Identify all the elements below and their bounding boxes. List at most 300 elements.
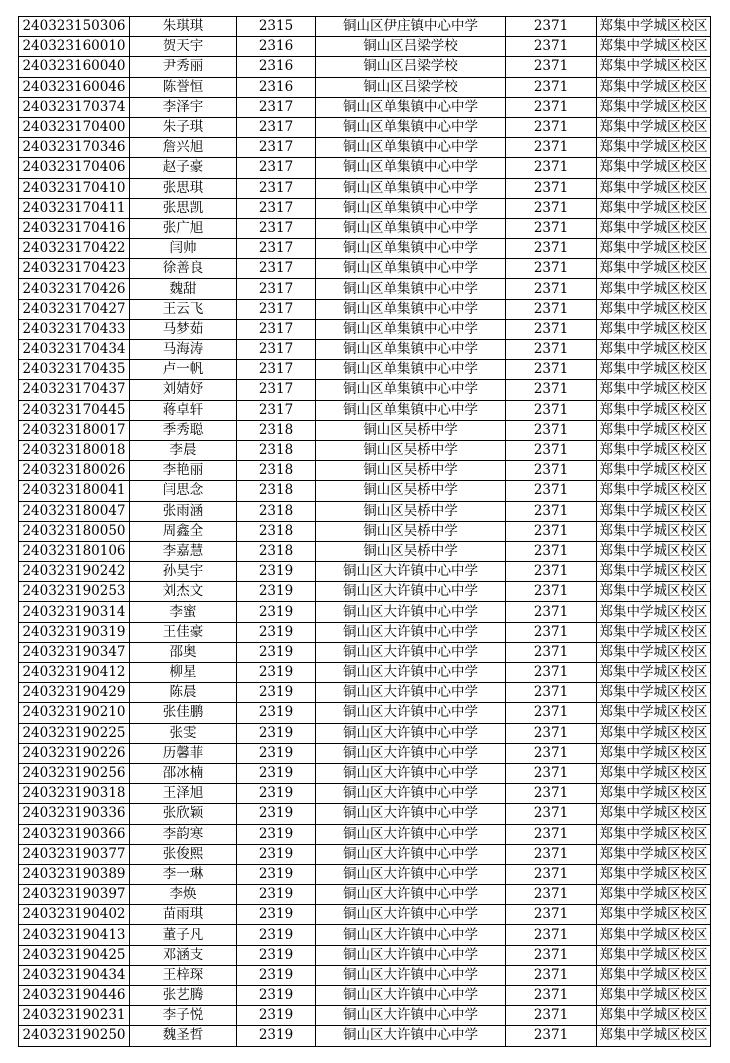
target-code-cell: 2371 [506,602,597,622]
target-school-cell: 郑集中学城区校区 [597,380,711,400]
target-code-cell: 2371 [506,218,597,238]
target-code-cell: 2371 [506,178,597,198]
school-name-cell: 铜山区大许镇中心中学 [316,663,506,683]
table-row [19,844,711,864]
school-code-cell: 2318 [237,461,316,481]
student-name-cell: 赵子豪 [130,158,237,178]
table-row [19,622,711,642]
school-code-cell: 2317 [237,218,316,238]
student-name-cell: 李子悦 [130,1006,237,1026]
student-name-cell: 马梦茹 [130,319,237,339]
school-name-cell: 铜山区吕梁学校 [316,57,506,77]
student-name-cell: 李艳丽 [130,461,237,481]
student-name-cell: 陈晨 [130,683,237,703]
school-name-cell: 铜山区大许镇中心中学 [316,844,506,864]
table-row [19,521,711,541]
student-name-cell: 詹兴旭 [130,138,237,158]
table-row [19,864,711,884]
target-school-cell: 郑集中学城区校区 [597,299,711,319]
table-row [19,723,711,743]
student-name-cell: 张思凯 [130,198,237,218]
student-id-cell: 240323170422 [19,239,130,259]
student-id-cell: 240323190366 [19,824,130,844]
target-school-cell: 郑集中学城区校区 [597,844,711,864]
table-row [19,360,711,380]
target-code-cell: 2371 [506,138,597,158]
target-school-cell: 郑集中学城区校区 [597,420,711,440]
school-code-cell: 2316 [237,57,316,77]
target-school-cell: 郑集中学城区校区 [597,986,711,1006]
student-name-cell: 历馨菲 [130,743,237,763]
school-code-cell: 2317 [237,259,316,279]
school-name-cell: 铜山区大许镇中心中学 [316,885,506,905]
student-id-cell: 240323180026 [19,461,130,481]
school-code-cell: 2316 [237,77,316,97]
target-code-cell: 2371 [506,541,597,561]
student-id-cell: 240323190210 [19,703,130,723]
target-school-cell: 郑集中学城区校区 [597,703,711,723]
target-school-cell: 郑集中学城区校区 [597,885,711,905]
student-name-cell: 张广旭 [130,218,237,238]
table-row [19,17,711,37]
school-code-cell: 2319 [237,683,316,703]
target-school-cell: 郑集中学城区校区 [597,17,711,37]
student-id-cell: 240323170435 [19,360,130,380]
target-code-cell: 2371 [506,440,597,460]
student-id-cell: 240323190319 [19,622,130,642]
school-code-cell: 2318 [237,501,316,521]
student-name-cell: 王佳豪 [130,622,237,642]
school-code-cell: 2317 [237,239,316,259]
school-code-cell: 2319 [237,1006,316,1026]
target-school-cell: 郑集中学城区校区 [597,743,711,763]
target-code-cell: 2371 [506,117,597,137]
table-row [19,299,711,319]
target-code-cell: 2371 [506,340,597,360]
table-row [19,683,711,703]
table-row [19,986,711,1006]
target-school-cell: 郑集中学城区校区 [597,440,711,460]
school-code-cell: 2319 [237,824,316,844]
student-id-cell: 240323170374 [19,97,130,117]
student-name-cell: 张思琪 [130,178,237,198]
school-code-cell: 2317 [237,178,316,198]
school-name-cell: 铜山区大许镇中心中学 [316,723,506,743]
table-row [19,905,711,925]
school-name-cell: 铜山区大许镇中心中学 [316,784,506,804]
target-code-cell: 2371 [506,562,597,582]
target-school-cell: 郑集中学城区校区 [597,501,711,521]
table-body [19,17,711,1047]
school-code-cell: 2318 [237,521,316,541]
table-row [19,239,711,259]
school-code-cell: 2319 [237,925,316,945]
school-name-cell: 铜山区吕梁学校 [316,77,506,97]
target-code-cell: 2371 [506,299,597,319]
target-code-cell: 2371 [506,864,597,884]
target-school-cell: 郑集中学城区校区 [597,541,711,561]
student-id-cell: 240323190256 [19,763,130,783]
school-name-cell: 铜山区单集镇中心中学 [316,340,506,360]
target-code-cell: 2371 [506,824,597,844]
target-code-cell: 2371 [506,97,597,117]
student-id-cell: 240323160046 [19,77,130,97]
target-code-cell: 2371 [506,279,597,299]
student-id-cell: 240323170426 [19,279,130,299]
school-name-cell: 铜山区单集镇中心中学 [316,218,506,238]
target-code-cell: 2371 [506,905,597,925]
target-code-cell: 2371 [506,703,597,723]
table-row [19,562,711,582]
table-row [19,400,711,420]
school-name-cell: 铜山区大许镇中心中学 [316,602,506,622]
school-name-cell: 铜山区单集镇中心中学 [316,178,506,198]
student-name-cell: 王云飞 [130,299,237,319]
school-code-cell: 2317 [237,117,316,137]
table-row [19,703,711,723]
school-code-cell: 2319 [237,844,316,864]
student-id-cell: 240323190377 [19,844,130,864]
school-code-cell: 2319 [237,905,316,925]
table-row [19,784,711,804]
target-code-cell: 2371 [506,57,597,77]
student-name-cell: 周鑫全 [130,521,237,541]
school-code-cell: 2316 [237,37,316,57]
school-code-cell: 2317 [237,198,316,218]
target-code-cell: 2371 [506,17,597,37]
school-code-cell: 2319 [237,602,316,622]
target-school-cell: 郑集中学城区校区 [597,945,711,965]
student-id-cell: 240323190434 [19,965,130,985]
student-name-cell: 魏甜 [130,279,237,299]
target-school-cell: 郑集中学城区校区 [597,77,711,97]
school-name-cell: 铜山区吴桥中学 [316,501,506,521]
table-row [19,481,711,501]
student-name-cell: 孙昊宇 [130,562,237,582]
target-school-cell: 郑集中学城区校区 [597,763,711,783]
student-name-cell: 张欣颖 [130,804,237,824]
school-code-cell: 2317 [237,97,316,117]
target-school-cell: 郑集中学城区校区 [597,178,711,198]
student-id-cell: 240323190336 [19,804,130,824]
school-name-cell: 铜山区单集镇中心中学 [316,97,506,117]
student-id-cell: 240323180050 [19,521,130,541]
school-code-cell: 2319 [237,804,316,824]
target-school-cell: 郑集中学城区校区 [597,319,711,339]
target-school-cell: 郑集中学城区校区 [597,97,711,117]
target-school-cell: 郑集中学城区校区 [597,37,711,57]
table-row [19,340,711,360]
school-name-cell: 铜山区大许镇中心中学 [316,582,506,602]
document-page [18,16,710,1047]
student-name-cell: 张俊熙 [130,844,237,864]
student-name-cell: 李焕 [130,885,237,905]
target-school-cell: 郑集中学城区校区 [597,218,711,238]
school-name-cell: 铜山区伊庄镇中心中学 [316,17,506,37]
student-name-cell: 张雨涵 [130,501,237,521]
target-code-cell: 2371 [506,481,597,501]
student-id-cell: 240323180017 [19,420,130,440]
table-row [19,259,711,279]
student-name-cell: 张佳鹏 [130,703,237,723]
student-id-cell: 240323170410 [19,178,130,198]
school-name-cell: 铜山区大许镇中心中学 [316,945,506,965]
table-row [19,582,711,602]
school-name-cell: 铜山区吴桥中学 [316,440,506,460]
target-code-cell: 2371 [506,784,597,804]
student-name-cell: 李蜜 [130,602,237,622]
student-name-cell: 王泽旭 [130,784,237,804]
student-name-cell: 尹秀丽 [130,57,237,77]
target-school-cell: 郑集中学城区校区 [597,663,711,683]
target-school-cell: 郑集中学城区校区 [597,925,711,945]
student-id-cell: 240323170437 [19,380,130,400]
table-row [19,77,711,97]
school-name-cell: 铜山区单集镇中心中学 [316,259,506,279]
target-school-cell: 郑集中学城区校区 [597,198,711,218]
school-name-cell: 铜山区单集镇中心中学 [316,158,506,178]
school-name-cell: 铜山区单集镇中心中学 [316,138,506,158]
student-id-cell: 240323180018 [19,440,130,460]
target-code-cell: 2371 [506,986,597,1006]
table-row [19,178,711,198]
school-name-cell: 铜山区单集镇中心中学 [316,198,506,218]
school-name-cell: 铜山区单集镇中心中学 [316,360,506,380]
target-code-cell: 2371 [506,319,597,339]
school-name-cell: 铜山区大许镇中心中学 [316,986,506,1006]
student-name-cell: 徐善良 [130,259,237,279]
target-code-cell: 2371 [506,885,597,905]
table-row [19,279,711,299]
student-name-cell: 魏圣哲 [130,1026,237,1046]
table-row [19,763,711,783]
student-id-cell: 240323190250 [19,1026,130,1046]
student-name-cell: 李泽宇 [130,97,237,117]
school-name-cell: 铜山区大许镇中心中学 [316,683,506,703]
table-row [19,158,711,178]
student-id-cell: 240323190347 [19,642,130,662]
target-code-cell: 2371 [506,582,597,602]
student-id-cell: 240323170433 [19,319,130,339]
student-id-cell: 240323190253 [19,582,130,602]
student-id-cell: 240323170411 [19,198,130,218]
student-id-cell: 240323160010 [19,37,130,57]
target-code-cell: 2371 [506,1026,597,1046]
target-code-cell: 2371 [506,925,597,945]
student-id-cell: 240323190412 [19,663,130,683]
student-name-cell: 董子凡 [130,925,237,945]
student-name-cell: 邵奥 [130,642,237,662]
table-row [19,1006,711,1026]
school-code-cell: 2318 [237,541,316,561]
student-name-cell: 苗雨琪 [130,905,237,925]
table-row [19,420,711,440]
school-name-cell: 铜山区单集镇中心中学 [316,319,506,339]
target-code-cell: 2371 [506,259,597,279]
table-row [19,965,711,985]
target-school-cell: 郑集中学城区校区 [597,562,711,582]
target-school-cell: 郑集中学城区校区 [597,864,711,884]
student-name-cell: 卢一帆 [130,360,237,380]
target-school-cell: 郑集中学城区校区 [597,239,711,259]
target-code-cell: 2371 [506,1006,597,1026]
target-school-cell: 郑集中学城区校区 [597,784,711,804]
school-name-cell: 铜山区大许镇中心中学 [316,864,506,884]
table-row [19,743,711,763]
school-code-cell: 2319 [237,784,316,804]
target-school-cell: 郑集中学城区校区 [597,965,711,985]
table-row [19,602,711,622]
school-code-cell: 2317 [237,400,316,420]
student-id-cell: 240323190446 [19,986,130,1006]
school-name-cell: 铜山区大许镇中心中学 [316,642,506,662]
school-code-cell: 2317 [237,138,316,158]
table-row [19,37,711,57]
target-school-cell: 郑集中学城区校区 [597,57,711,77]
table-row [19,198,711,218]
target-code-cell: 2371 [506,642,597,662]
student-name-cell: 蒋卓轩 [130,400,237,420]
table-row [19,380,711,400]
school-name-cell: 铜山区大许镇中心中学 [316,562,506,582]
school-code-cell: 2317 [237,380,316,400]
target-school-cell: 郑集中学城区校区 [597,905,711,925]
student-name-cell: 朱子琪 [130,117,237,137]
school-name-cell: 铜山区大许镇中心中学 [316,1006,506,1026]
school-code-cell: 2319 [237,642,316,662]
student-id-cell: 240323160040 [19,57,130,77]
target-code-cell: 2371 [506,239,597,259]
school-name-cell: 铜山区单集镇中心中学 [316,239,506,259]
target-code-cell: 2371 [506,723,597,743]
target-school-cell: 郑集中学城区校区 [597,461,711,481]
table-row [19,945,711,965]
student-id-cell: 240323170434 [19,340,130,360]
target-school-cell: 郑集中学城区校区 [597,824,711,844]
school-code-cell: 2317 [237,279,316,299]
student-name-cell: 刘婧妤 [130,380,237,400]
student-id-cell: 240323190402 [19,905,130,925]
student-id-cell: 240323150306 [19,17,130,37]
school-name-cell: 铜山区大许镇中心中学 [316,905,506,925]
student-id-cell: 240323170406 [19,158,130,178]
school-code-cell: 2319 [237,562,316,582]
table-row [19,925,711,945]
school-name-cell: 铜山区单集镇中心中学 [316,380,506,400]
student-id-cell: 240323190314 [19,602,130,622]
student-id-cell: 240323180041 [19,481,130,501]
student-id-cell: 240323190242 [19,562,130,582]
table-row [19,804,711,824]
target-code-cell: 2371 [506,521,597,541]
student-name-cell: 季秀聪 [130,420,237,440]
target-school-cell: 郑集中学城区校区 [597,1026,711,1046]
table-row [19,501,711,521]
target-code-cell: 2371 [506,965,597,985]
target-code-cell: 2371 [506,763,597,783]
school-code-cell: 2319 [237,885,316,905]
student-id-cell: 240323190226 [19,743,130,763]
target-school-cell: 郑集中学城区校区 [597,521,711,541]
target-school-cell: 郑集中学城区校区 [597,804,711,824]
student-name-cell: 朱琪琪 [130,17,237,37]
student-id-cell: 240323180047 [19,501,130,521]
student-id-cell: 240323180106 [19,541,130,561]
target-code-cell: 2371 [506,380,597,400]
school-name-cell: 铜山区大许镇中心中学 [316,703,506,723]
target-code-cell: 2371 [506,683,597,703]
target-code-cell: 2371 [506,622,597,642]
school-code-cell: 2317 [237,158,316,178]
school-name-cell: 铜山区单集镇中心中学 [316,117,506,137]
student-id-cell: 240323190389 [19,864,130,884]
table-row [19,642,711,662]
student-id-cell: 240323170427 [19,299,130,319]
school-code-cell: 2319 [237,723,316,743]
school-code-cell: 2318 [237,481,316,501]
school-name-cell: 铜山区大许镇中心中学 [316,763,506,783]
student-name-cell: 张艺腾 [130,986,237,1006]
school-name-cell: 铜山区大许镇中心中学 [316,965,506,985]
student-name-cell: 陈誉恒 [130,77,237,97]
target-code-cell: 2371 [506,37,597,57]
school-code-cell: 2319 [237,703,316,723]
target-code-cell: 2371 [506,743,597,763]
student-id-cell: 240323190318 [19,784,130,804]
student-name-cell: 李晨 [130,440,237,460]
table-row [19,138,711,158]
school-code-cell: 2317 [237,340,316,360]
target-school-cell: 郑集中学城区校区 [597,642,711,662]
student-name-cell: 王梓琛 [130,965,237,985]
school-code-cell: 2317 [237,299,316,319]
target-school-cell: 郑集中学城区校区 [597,360,711,380]
table-row [19,319,711,339]
school-name-cell: 铜山区单集镇中心中学 [316,400,506,420]
target-code-cell: 2371 [506,461,597,481]
target-code-cell: 2371 [506,804,597,824]
student-id-cell: 240323170400 [19,117,130,137]
school-name-cell: 铜山区吴桥中学 [316,420,506,440]
admission-list-table [18,16,711,1047]
target-school-cell: 郑集中学城区校区 [597,340,711,360]
student-name-cell: 贺天宇 [130,37,237,57]
student-name-cell: 马海涛 [130,340,237,360]
student-name-cell: 邵冰楠 [130,763,237,783]
target-school-cell: 郑集中学城区校区 [597,622,711,642]
school-name-cell: 铜山区单集镇中心中学 [316,279,506,299]
student-name-cell: 柳星 [130,663,237,683]
school-name-cell: 铜山区大许镇中心中学 [316,925,506,945]
school-code-cell: 2318 [237,440,316,460]
target-code-cell: 2371 [506,945,597,965]
school-name-cell: 铜山区大许镇中心中学 [316,804,506,824]
school-name-cell: 铜山区大许镇中心中学 [316,824,506,844]
table-row [19,117,711,137]
student-name-cell: 闫思念 [130,481,237,501]
target-code-cell: 2371 [506,77,597,97]
target-code-cell: 2371 [506,198,597,218]
target-school-cell: 郑集中学城区校区 [597,481,711,501]
school-code-cell: 2317 [237,319,316,339]
student-name-cell: 张雯 [130,723,237,743]
target-school-cell: 郑集中学城区校区 [597,602,711,622]
school-name-cell: 铜山区吕梁学校 [316,37,506,57]
school-name-cell: 铜山区大许镇中心中学 [316,743,506,763]
student-id-cell: 240323190413 [19,925,130,945]
student-id-cell: 240323190231 [19,1006,130,1026]
target-school-cell: 郑集中学城区校区 [597,259,711,279]
